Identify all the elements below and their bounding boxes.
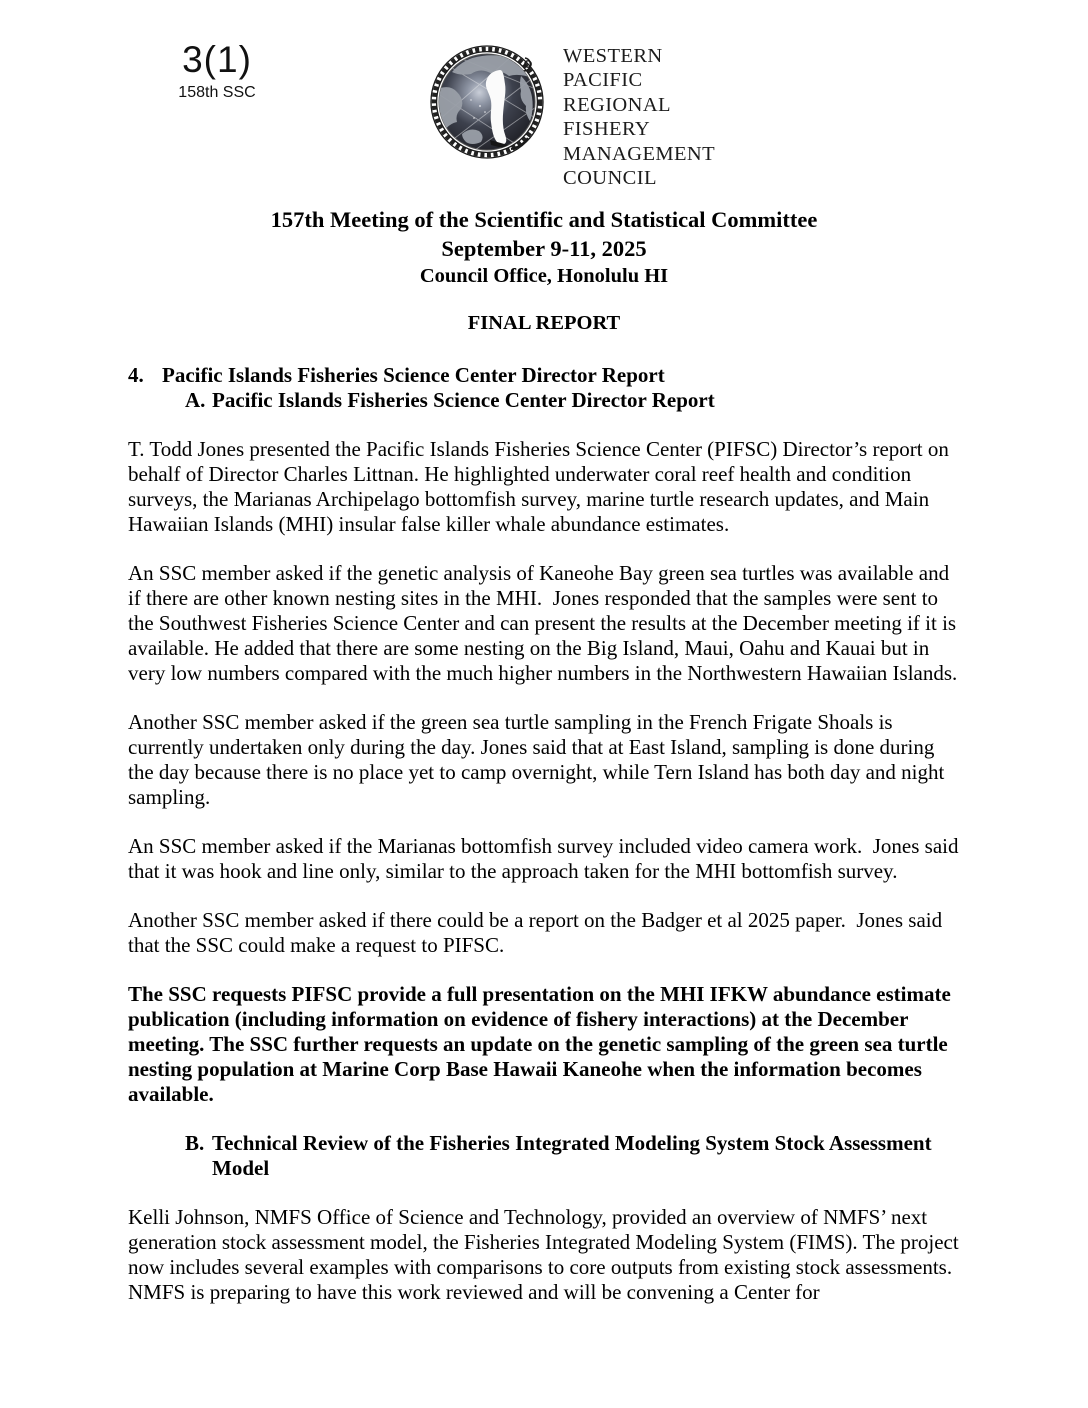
agenda-meeting-label: 158th SSC <box>178 84 256 101</box>
agenda-item-4-number: 4. <box>128 363 144 387</box>
report-status: FINAL REPORT <box>467 312 621 334</box>
agenda-item-number: 3(1) <box>182 39 252 80</box>
paragraph: An SSC member asked if the Marianas bottomfish survey included video camera work. Jones said that it was hook and line only, similar to the approach taken for the MHI bottomfish survey. <box>128 834 964 883</box>
paragraph: Kelli Johnson, NMFS Office of Science and Technology, provided an overview of NMFS’ next generation stock assessment model, the Fisheries Integrated Modeling System (FIMS). The project now includes several examples with comparisons to core outputs from existing stock assessments. NMFS is preparing to have this work reviewed and will be convening a Center for <box>128 1205 964 1304</box>
agenda-subitem-a-letter: A. <box>185 388 206 412</box>
agenda-subitem-a-heading <box>185 388 962 413</box>
org-name-line: WESTERN <box>563 45 663 67</box>
report-body <box>128 363 962 1305</box>
agenda-item-4-heading <box>128 363 962 388</box>
org-name-line: MANAGEMENT <box>563 142 716 165</box>
agenda-slip <box>172 40 262 102</box>
paragraph: Another SSC member asked if the green sea turtle sampling in the French Frigate Shoals is currently undertaken only during the day. Jones said that at East Island, sampling is done during the day because there is no place yet to camp overnight, while Tern Island has both day and night sampling. <box>128 710 950 809</box>
paragraph: Another SSC member asked if there could be a report on the Badger et al 2025 paper. Jones said that the SSC could make a request to PIFSC. <box>128 908 948 957</box>
ssc-recommendation: The SSC requests PIFSC provide a full presentation on the MHI IFKW abundance estimate publication (including information on evidence of fishery interactions) at the December meeting. The SSC further requests an update on the genetic sampling of the green sea turtle nesting population at Marine Corp Base Hawaii Kaneohe when the information becomes available. <box>128 982 957 1106</box>
meeting-location: Council Office, Honolulu HI <box>419 265 669 287</box>
council-logo <box>424 34 554 179</box>
paragraph: T. Todd Jones presented the Pacific Islands Fisheries Science Center (PIFSC) Director’s report on behalf of Director Charles Littnan. He highlighted underwater coral reef health and condition surveys, the Marianas Archipelago bottomfish survey, marine turtle research updates, and Main Hawaiian Islands (MHI) insular false killer whale abundance estimates. <box>128 437 955 536</box>
org-name-line: FISHERY <box>563 118 651 141</box>
org-name-line: REGIONAL <box>563 93 671 116</box>
agenda-subitem-b-letter: B. <box>185 1131 205 1155</box>
agenda-item-4-title: Pacific Islands Fisheries Science Center Director Report <box>162 363 665 387</box>
globe-frigatebird-icon <box>424 34 554 174</box>
agenda-subitem-b-title: Technical Review of the Fisheries Integrated Modeling System Stock Assessment Model <box>212 1131 932 1180</box>
meeting-dates: September 9-11, 2025 <box>441 236 647 261</box>
agenda-subitem-a-title: Pacific Islands Fisheries Science Center Director Report <box>212 388 715 412</box>
org-name <box>563 44 715 190</box>
agenda-subitem-b-heading <box>185 1131 962 1181</box>
title-block <box>0 205 1088 336</box>
paragraph: An SSC member asked if the genetic analysis of Kaneohe Bay green sea turtles was available and if there are other known nesting sites in the MHI. Jones responded that the samples were sent to the Southwest Fisheries Science Center and can present the results at the December meeting if it is available. He added that there are some nesting on the Big Island, Maui, Oahu and Kauai but in very low numbers compared with the much higher numbers in the Northwestern Hawaiian Islands. <box>128 561 962 685</box>
org-name-line: PACIFIC <box>563 69 643 92</box>
meeting-title: 157th Meeting of the Scientific and Statistical Committee <box>270 207 818 232</box>
org-name-line: COUNCIL <box>563 167 657 190</box>
